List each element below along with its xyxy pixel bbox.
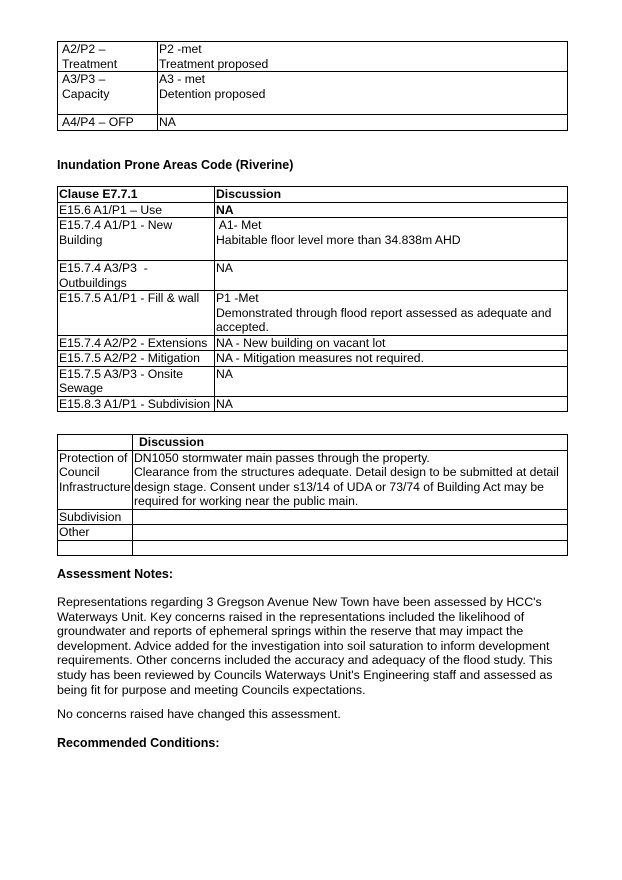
discussion-cell: A3 - met Detention proposed: [158, 72, 568, 115]
discussion-cell: NA: [215, 202, 568, 218]
infrastructure-table: [57, 434, 568, 556]
assessment-conclusion: No concerns raised have changed this assessment.: [57, 707, 341, 721]
label-cell: Other: [58, 525, 133, 541]
table-header-row: [58, 187, 568, 203]
clause-cell: E15.7.4 A2/P2 - Extensions: [58, 335, 215, 351]
table-row: [58, 115, 568, 131]
table-row: [58, 72, 568, 115]
header-empty: [58, 435, 133, 451]
clause-cell: E15.7.5 A2/P2 - Mitigation: [58, 351, 215, 367]
inundation-table: [57, 186, 568, 412]
discussion-cell: NA: [158, 115, 568, 131]
recommended-conditions-heading: Recommended Conditions:: [57, 736, 220, 750]
table-row: [58, 261, 568, 291]
table-row: [58, 42, 568, 72]
clause-cell: E15.7.5 A1/P1 - Fill & wall: [58, 291, 215, 336]
discussion-cell: NA: [215, 396, 568, 412]
discussion-cell: NA: [215, 261, 568, 291]
clause-cell: A2/P2 – Treatment: [58, 42, 158, 72]
table-row: [58, 509, 568, 525]
section-heading-inundation: Inundation Prone Areas Code (Riverine): [57, 158, 294, 172]
header-discussion: Discussion: [133, 435, 568, 451]
label-cell: Protection of Council Infrastructure: [58, 450, 133, 509]
table-row: [58, 218, 568, 261]
label-cell: [58, 540, 133, 555]
discussion-cell: NA - New building on vacant lot: [215, 335, 568, 351]
table-header-row: [58, 435, 568, 451]
discussion-cell: [133, 525, 568, 541]
clause-cell: E15.7.4 A1/P1 - New Building: [58, 218, 215, 261]
label-cell: Subdivision: [58, 509, 133, 525]
table-row: [58, 540, 568, 555]
table-row: [58, 450, 568, 509]
clause-cell: E15.6 A1/P1 – Use: [58, 202, 215, 218]
table-row: [58, 291, 568, 336]
discussion-cell: A1- Met Habitable floor level more than 34.838m AHD: [215, 218, 568, 261]
clause-cell: E15.7.4 A3/P3 - Outbuildings: [58, 261, 215, 291]
header-discussion: Discussion: [215, 187, 568, 203]
discussion-cell: [133, 540, 568, 555]
clause-cell: A4/P4 – OFP: [58, 115, 158, 131]
table-row: [58, 366, 568, 396]
stormwater-table: [57, 41, 568, 131]
header-clause: Clause E7.7.1: [58, 187, 215, 203]
table-row: [58, 351, 568, 367]
discussion-cell: DN1050 stormwater main passes through the property. Clearance from the structures adequate. Detail design to be submitted at detail design stage. Consent under s13/14 of UDA or 73/74 of Building Act may be required for working near the public main.: [133, 450, 568, 509]
discussion-cell: [133, 509, 568, 525]
table-row: [58, 335, 568, 351]
table-row: [58, 525, 568, 541]
clause-cell: A3/P3 – Capacity: [58, 72, 158, 115]
assessment-paragraph: Representations regarding 3 Gregson Avenue New Town have been assessed by HCC's Waterways Unit. Key concerns raised in the representations included the likelihood of groundwater and reports of ephemeral springs within the reserve that may impact the development. Advice added for the investigation into soil saturation to inform development requirements. Other concerns included the accuracy and adequacy of the flood study. This study has been reviewed by Councils Waterways Unit's Engineering staff and assessed as being fit for purpose and meeting Councils expectations.: [57, 595, 553, 697]
discussion-cell: P1 -Met Demonstrated through flood report assessed as adequate and accepted.: [215, 291, 568, 336]
clause-cell: E15.8.3 A1/P1 - Subdivision: [58, 396, 215, 412]
discussion-cell: NA - Mitigation measures not required.: [215, 351, 568, 367]
discussion-cell: P2 -met Treatment proposed: [158, 42, 568, 72]
table-row: [58, 396, 568, 412]
table-row: [58, 202, 568, 218]
discussion-cell: NA: [215, 366, 568, 396]
clause-cell: E15.7.5 A3/P3 - Onsite Sewage: [58, 366, 215, 396]
assessment-notes-heading: Assessment Notes:: [57, 567, 174, 581]
